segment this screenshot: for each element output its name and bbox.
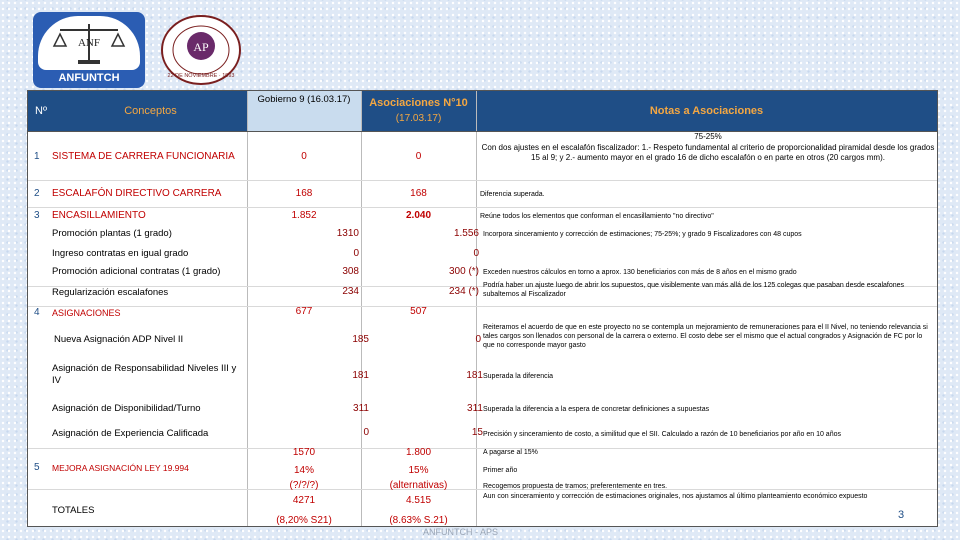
row-number: 5 (34, 462, 40, 473)
concept-label: MEJORA ASIGNACIÓN LEY 19.994 (52, 463, 189, 473)
page-number: 3 (898, 509, 905, 521)
gov-value: 1310 (336, 228, 359, 239)
gov-value: 168 (295, 188, 313, 199)
header-gobierno: Gobierno 9 (16.03.17) (247, 91, 361, 131)
gov-value: 0 (301, 151, 307, 162)
assoc-value: 181 (466, 370, 483, 381)
concept-label: Nueva Asignación ADP Nivel II (54, 334, 184, 345)
assoc-value: 0 (415, 151, 422, 162)
gov-detail: (?/?/?) (289, 480, 319, 491)
assoc-value: 234 (*) (448, 286, 479, 297)
svg-text:AP: AP (193, 40, 209, 54)
note-text: Reúne todos los elementos que conforman el encasillamiento "no directivo" (480, 213, 714, 220)
concept-label: Asignación de Responsabilidad Niveles III y IV (52, 363, 237, 386)
comparison-table (27, 90, 938, 527)
assoc-value: 2.040 (405, 210, 432, 221)
concept-label: ASIGNACIONES (52, 308, 121, 318)
assoc-value: 300 (*) (448, 266, 479, 277)
anfuntch-wordmark: ANFUNTCH (58, 72, 120, 84)
note-text: Diferencia superada. (480, 191, 545, 198)
gov-value: 181 (352, 370, 369, 381)
anfuntch-logo (33, 12, 145, 88)
concept-label: SISTEMA DE CARRERA FUNCIONARIA (52, 151, 235, 162)
header-conceptos: Conceptos (54, 91, 247, 131)
concept-label: Regularización escalafones (52, 287, 169, 298)
assoc-value: 0 (473, 248, 479, 259)
gov-value: 677 (295, 306, 313, 317)
header-asociaciones: Asociaciones N°10 (17.03.17) (361, 91, 476, 131)
gov-total: 4271 (292, 495, 316, 506)
concept-label: ENCASILLAMIENTO (52, 210, 146, 221)
gov-value: 234 (342, 286, 359, 297)
concept-label: Promoción adicional contratas (1 grado) (52, 266, 221, 277)
assoc-detail: (alternativas) (389, 480, 448, 491)
gov-value: 0 (353, 248, 359, 259)
svg-text:ANF: ANF (77, 37, 101, 49)
note-text: Superada la diferencia (483, 373, 554, 380)
gov-value: 1.852 (291, 210, 317, 221)
note-text: Primer año (483, 467, 518, 474)
note-text: Precisión y sinceramiento de costo, a similitud que el SII. Calculado a razón de 10 beneficiarios por año en 10 años (483, 431, 841, 438)
note-text: Incorpora sinceramiento y corrección de estimaciones; 75-25%; y grado 9 Fiscalizadores con 48 cupos (483, 231, 802, 238)
gov-value: 311 (353, 403, 369, 414)
row-number: 3 (34, 210, 40, 221)
gov-value: 308 (342, 266, 359, 277)
scales-icon (38, 16, 140, 70)
note-text: Aun con sinceramiento y corrección de estimaciones originales, nos ajustamos al último planteamiento económico expuesto (483, 493, 868, 500)
note-text: Exceden nuestros cálculos en torno a aprox. 130 beneficiarios con más de 8 años en el mismo grado (483, 269, 797, 276)
gov-total-percent: (8,20% S21) (276, 515, 332, 526)
assoc-percent: 15% (408, 465, 429, 476)
concept-label: Ingreso contratas en igual grado (52, 248, 189, 259)
association-seal (160, 14, 242, 86)
assoc-value: 1.800 (405, 447, 432, 458)
row-number: 1 (34, 151, 40, 162)
note-text: Reiteramos el acuerdo de que en este proyecto no se contempla un mejoramiento de remuneraciones para el II Nivel, no teniendo relevancia si tales cargos son llenados con personal de la carrera o externo. El costo debe ser el mismo que el actual congrados y Asignación de FC por lo que no corresponde mayor gasto (483, 324, 928, 349)
row-number: 4 (34, 307, 40, 318)
note-text: Recogemos propuesta de tramos; preferentemente en tres. (483, 483, 668, 490)
assoc-value: 0 (475, 334, 481, 345)
gov-value: 0 (363, 427, 369, 438)
assoc-value: 1.556 (453, 228, 479, 239)
gov-value: 1570 (292, 447, 316, 458)
totals-label: TOTALES (52, 505, 95, 516)
row-number: 2 (34, 188, 40, 199)
assoc-total: 4.515 (405, 495, 432, 506)
assoc-total-percent: (8.63% S.21) (389, 515, 448, 526)
header-notas: Notas a Asociaciones (476, 91, 937, 131)
header-nr: Nº (28, 91, 54, 131)
gov-value: 185 (352, 334, 369, 345)
concept-label: Asignación de Disponibilidad/Turno (52, 403, 201, 414)
assoc-value: 507 (410, 306, 427, 317)
assoc-value: 168 (410, 188, 427, 199)
note-text: Superada la diferencia a la espera de concretar definiciones a supuestas (483, 406, 710, 413)
assoc-value: 311 (467, 403, 483, 414)
note-text: 75-25% Con dos ajustes en el escalafón fiscalizador: 1.- Respeto fundamental al criterio de proporcionalidad piramidal desde los grados 15 al 9; y 2.- aumento mayor en el grado 16 de dicho escalafón o en parte en otros (20 cargos mm). (481, 132, 935, 162)
note-text: Podría haber un ajuste luego de abrir los supuestos, que visiblemente van más allá de los 125 colegas que pasaban desde escalafones subalternos al Fiscalizador (483, 282, 905, 298)
seal-date: 22 DE NOVIEMBRE · 1993 (167, 73, 235, 79)
concept-label: Asignación de Experiencia Calificada (52, 428, 209, 439)
concept-label: ESCALAFÓN DIRECTIVO CARRERA (52, 188, 222, 199)
concept-label: Promoción plantas (1 grado) (52, 228, 172, 239)
assoc-value: 15 (471, 427, 483, 438)
footer-caption: ANFUNTCH - APS (423, 527, 499, 537)
gov-percent: 14% (293, 465, 314, 476)
note-text: A pagarse al 15% (483, 449, 538, 456)
